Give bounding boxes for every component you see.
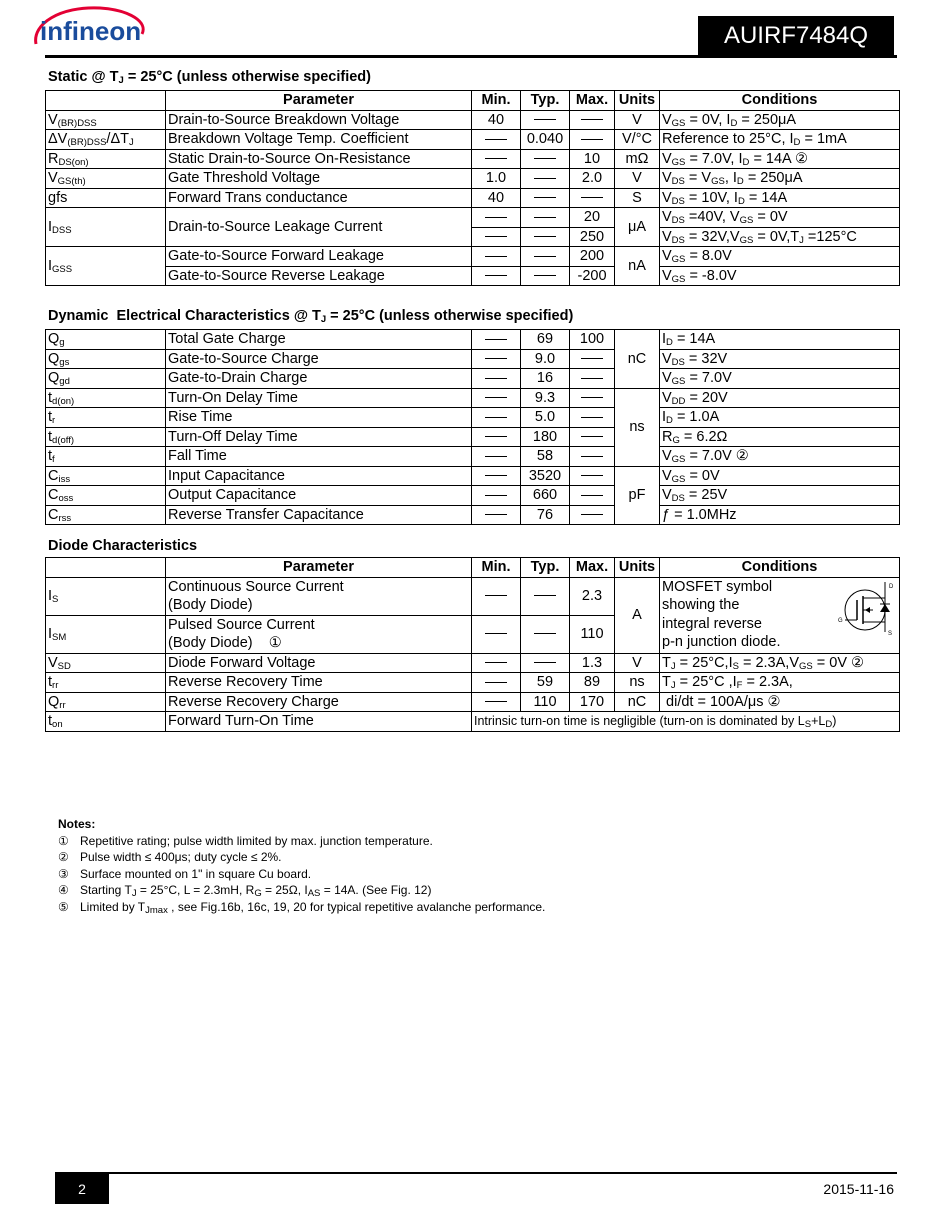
table-row: $t_{d(on)}$ Turn-On Delay Time 9.3 ns $V_{DD} = 20V$ [46,388,900,408]
table-row: $t_{rr}$ Reverse Recovery Time 59 89 ns $T_J = 25^\circ C$ $,I_F = 2.3A$, [46,673,900,693]
notes: Notes: ① Repetitive rating; pulse width limited by max. junction temperature. ② Pulse width ≤ 400μs; duty cycle ≤ 2%. ③ Surface mounted on 1" in square Cu board. ④ Starting $T_J = 25^\circ C$, L = 2.3mH, $R_G = 25\Omega$, $I_{AS} = 14A$. (See Fig. 12) ⑤ Limited by $T_{Jmax}$ , see Fig.16b, 16c, 19, 20 for typical repetitive avalanche performance. [58,817,546,916]
table-row: Gate-to-Source Reverse Leakage -200 $V_{GS} = -8.0V$ [46,266,900,286]
table-row: $Q_{gs}$ Gate-to-Source Charge 9.0 $V_{DS} = 32V$ [46,349,900,369]
footer-date: 2015-11-16 [823,1181,894,1197]
static-header-row: Parameter Min. Typ. Max. Units Conditions [46,91,900,111]
table-row: 250 $V_{DS} = 32V,V_{GS} = 0V,T_J =125^\circ C$ [46,227,900,247]
note-item: ⑤ Limited by $T_{Jmax}$ , see Fig.16b, 16c, 19, 20 for typical repetitive avalanche performance. [58,899,546,916]
diode-header-row: Parameter Min. Typ. Max. Units Conditions [46,558,900,578]
table-row: $t_r$ Rise Time 5.0 $I_D = 1.0A$ [46,408,900,428]
table-row: $I_{DSS}$ Drain-to-Source Leakage Current 20 μA $V_{DS} =40V$, $V_{GS} = 0V$ [46,208,900,228]
diode-table [45,557,900,732]
dynamic-table [45,329,900,525]
part-number: AUIRF7484Q [698,16,894,56]
table-row: $R_{DS(on)}$ Static Drain-to-Source On-Resistance 10 mΩ $V_{GS} = 7.0V$, $I_D = 14A$ ② [46,149,900,169]
infineon-logo [30,4,150,56]
table-row: $V_{GS(th)}$ Gate Threshold Voltage 1.0 2.0 V $V_{DS} = V_{GS}$, $I_D = 250\mu A$ [46,169,900,189]
note-item: ③ Surface mounted on 1" in square Cu board. [58,866,312,881]
table-row: $C_{rss}$ Reverse Transfer Capacitance 76 ƒ = 1.0MHz [46,505,900,525]
note-item: ① Repetitive rating; pulse width limited by max. junction temperature. [58,833,433,848]
table-row: $Q_{rr}$ Reverse Recovery Charge 110 170 nC di/dt = 100A/μs ② [46,692,900,712]
note-item: ④ Starting $T_J = 25^\circ C$, L = 2.3mH, $R_G = 25\Omega$, $I_{AS} = 14A$. (See Fig. 12) [58,883,432,899]
note-item: ② Pulse width ≤ 400μs; duty cycle ≤ 2%. [58,850,282,864]
footer-rule [55,1172,897,1174]
table-row: $t_{d(off)}$ Turn-Off Delay Time 180 $R_G = 6.2\Omega$ [46,427,900,447]
table-row: gfs Forward Trans conductance 40 S $V_{DS} = 10V$, $I_D = 14A$ [46,188,900,208]
table-row: $V_{SD}$ Diode Forward Voltage 1.3 V $T_J = 25^\circ C,I_S = 2.3A,V_{GS} = 0V$ ② [46,653,900,673]
table-row: $t_f$ Fall Time 58 $V_{GS} = 7.0V$ ② [46,447,900,467]
svg-text:infineon: infineon [40,16,142,46]
dynamic-title: Dynamic Electrical Characteristics @ $T_J = 25^\circ C$ (unless otherwise specified) [48,308,574,325]
static-title: Static @ $T_J = 25^\circ C$ (unless otherwise specified) [48,69,371,86]
svg-text:G: G [838,617,843,624]
page-number: 2 [55,1174,109,1204]
svg-text:D: D [889,583,894,590]
svg-text:S: S [888,630,893,636]
static-table [45,90,900,286]
table-row: $C_{oss}$ Output Capacitance 660 $V_{DS} = 25V$ [46,486,900,506]
table-row: $Q_{gd}$ Gate-to-Drain Charge 16 $V_{GS} = 7.0V$ [46,369,900,389]
table-row: $I_S$ Continuous Source Current (Body Diode) 2.3 A D G S MOSFET symbol showing the integral reverse p-n junction diode. [46,577,900,615]
header-rule [45,55,897,58]
table-row: $I_{SM}$ Pulsed Source Current (Body Diode) ① 110 [46,615,900,653]
table-row: $Q_g$ Total Gate Charge 69 100 nC $I_D = 14A$ [46,330,900,350]
table-row: $\Delta V_{(BR)DSS}/\Delta T_J$ Breakdown Voltage Temp. Coefficient 0.040 V/°C Reference to 25°C, $I_D = 1mA$ [46,130,900,150]
diode-title: Diode Characteristics [48,538,198,554]
mosfet-symbol-icon [837,580,897,636]
table-row: $V_{(BR)DSS}$ Drain-to-Source Breakdown Voltage 40 V $V_{GS} = 0V$, $I_D = 250\mu A$ [46,110,900,130]
table-row: $C_{iss}$ Input Capacitance 3520 pF $V_{GS} = 0V$ [46,466,900,486]
table-row: $I_{GSS}$ Gate-to-Source Forward Leakage 200 nA $V_{GS} = 8.0V$ [46,247,900,267]
table-row: $t_{on}$ Forward Turn-On Time Intrinsic turn-on time is negligible (turn-on is dominated by $L_S+L_D$) [46,712,900,732]
